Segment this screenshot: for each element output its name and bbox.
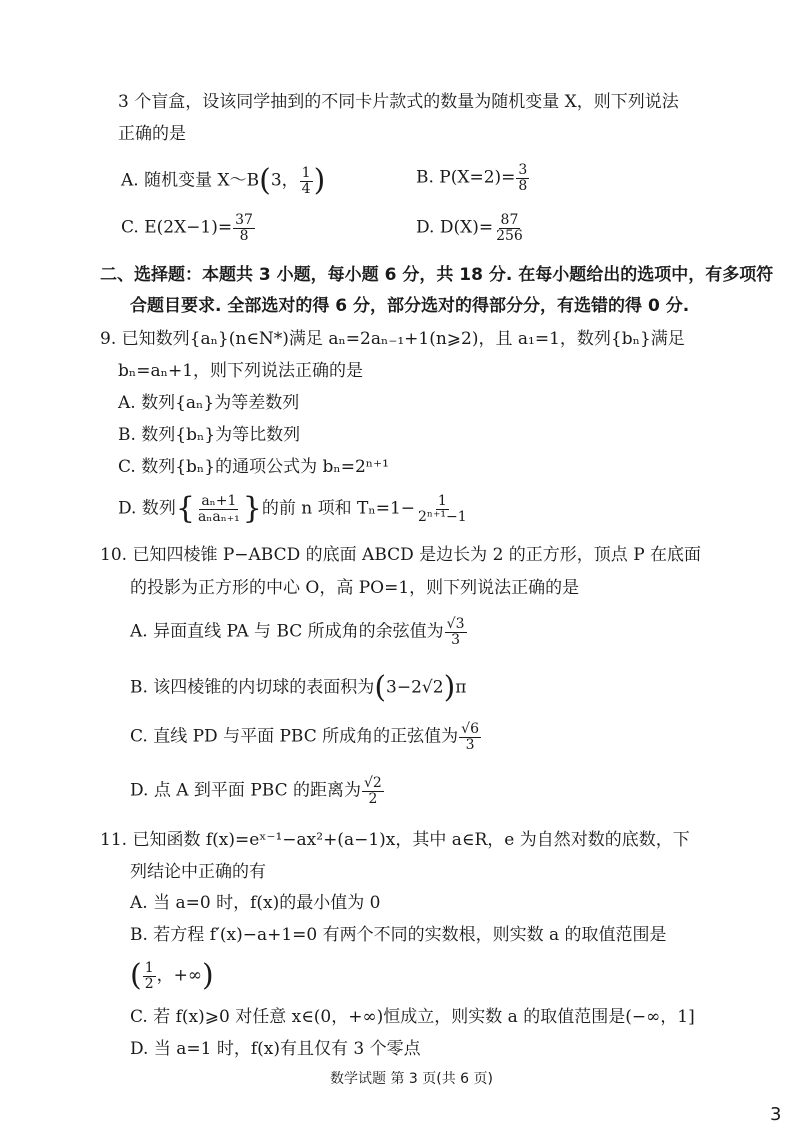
q11-option-c: C. 若 f(x)⩾0 对任意 x∈(0，+∞)恒成立，则实数 a 的取值范围是(−∞，1] (130, 1007, 695, 1027)
q8-option-a-text: A. 随机变量 X～B (121, 170, 260, 191)
q8-option-c-fraction: $\frac{37}{8}$ (235, 212, 253, 244)
q8-option-a-arg: 3， (270, 170, 299, 191)
q10-option-c: C. 直线 PD 与平面 PBC 所成角的正弦值为 $\frac{√6}{3}$ (130, 721, 479, 753)
q10-option-a-fraction: $\frac{√3}{3}$ (446, 616, 465, 648)
q11-option-b-line2: ( $\frac{1}{2}$ ，+∞) (130, 958, 214, 993)
q10-stem-line2: 的投影为正方形的中心 O，高 PO=1，则下列说法正确的是 (130, 578, 580, 598)
q9-option-b: B. 数列{bₙ}为等比数列 (118, 425, 301, 445)
q10-option-b: B. 该四棱锥的内切球的表面积为(3−2√2)π (130, 670, 467, 705)
q8-option-d: D. D(X)= $\frac{87}{256}$ (416, 212, 523, 244)
q11-option-a: A. 当 a=0 时，f(x)的最小值为 0 (130, 893, 381, 913)
q10-option-d: D. 点 A 到平面 PBC 的距离为 $\frac{√2}{2}$ (130, 775, 382, 807)
q9-stem-line1: 9. 已知数列{aₙ}(n∈N*)满足 aₙ=2aₙ₋₁+1(n⩾2)，且 a₁=1，数列{bₙ}满足 (100, 329, 685, 349)
q9-option-d-fraction: $\frac{\text{aₙ+1}}{\text{aₙaₙ₊₁}}$ (197, 492, 240, 525)
q9-option-d: D. 数列{ $\frac{\text{aₙ+1}}{\text{aₙaₙ₊₁}}$ }的前 n 项和 Tₙ=1− $\frac{1}{\text{2ⁿ⁺¹−1}}$ (118, 491, 467, 526)
q9-option-d-fraction2: $\frac{1}{\text{2ⁿ⁺¹−1}}$ (418, 492, 467, 525)
q10-option-d-fraction: $\frac{√2}{2}$ (363, 775, 382, 807)
page-number: 3 (770, 1104, 782, 1125)
q8-stem-line1: 3 个盲盒，设该同学抽到的不同卡片款式的数量为随机变量 X，则下列说法 (118, 92, 679, 112)
q9-stem-line2: bₙ=aₙ+1，则下列说法正确的是 (118, 361, 364, 381)
section2-heading-line1: 二、选择题：本题共 3 小题，每小题 6 分，共 18 分. 在每小题给出的选项中，有多项符 (100, 265, 774, 285)
q10-option-a: A. 异面直线 PA 与 BC 所成角的余弦值为 $\frac{√3}{3}$ (130, 616, 465, 648)
q8-option-a-fraction: $\frac{1}{4}$ (301, 164, 311, 197)
q10-option-c-fraction: $\frac{√6}{3}$ (461, 721, 479, 753)
q8-option-a: A. 随机变量 X～B(3， $\frac{1}{4}$ ) (121, 163, 326, 198)
q8-option-c: C. E(2X−1)= $\frac{37}{8}$ (121, 212, 253, 244)
section2-heading-line2: 合题目要求. 全部选对的得 6 分，部分选对的得部分分，有选错的得 0 分. (130, 296, 690, 316)
q9-option-a: A. 数列{aₙ}为等差数列 (118, 393, 300, 413)
q11-option-d: D. 当 a=1 时，f(x)有且仅有 3 个零点 (130, 1039, 421, 1059)
q8-option-b-fraction: $\frac{3}{8}$ (518, 162, 528, 194)
q11-option-b-line1: B. 若方程 f′(x)−a+1=0 有两个不同的实数根，则实数 a 的取值范围是 (130, 925, 667, 945)
page-footer: 数学试题 第 3 页(共 6 页) (330, 1071, 493, 1087)
q9-option-c: C. 数列{bₙ}的通项公式为 bₙ=2ⁿ⁺¹ (118, 457, 389, 477)
q11-stem-line2: 列结论中正确的有 (130, 862, 266, 882)
q8-option-d-fraction: $\frac{87}{256}$ (496, 212, 523, 244)
q8-option-b: B. P(X=2)= $\frac{3}{8}$ (416, 162, 528, 194)
q11-option-b-fraction: $\frac{1}{2}$ (144, 959, 154, 992)
q11-stem-line1: 11. 已知函数 f(x)=eˣ⁻¹−ax²+(a−1)x，其中 a∈R，e 为自然对数的底数，下 (100, 830, 690, 850)
q8-stem-line2: 正确的是 (118, 124, 186, 144)
q10-stem-line1: 10. 已知四棱锥 P−ABCD 的底面 ABCD 是边长为 2 的正方形，顶点 P 在底面 (100, 545, 702, 565)
